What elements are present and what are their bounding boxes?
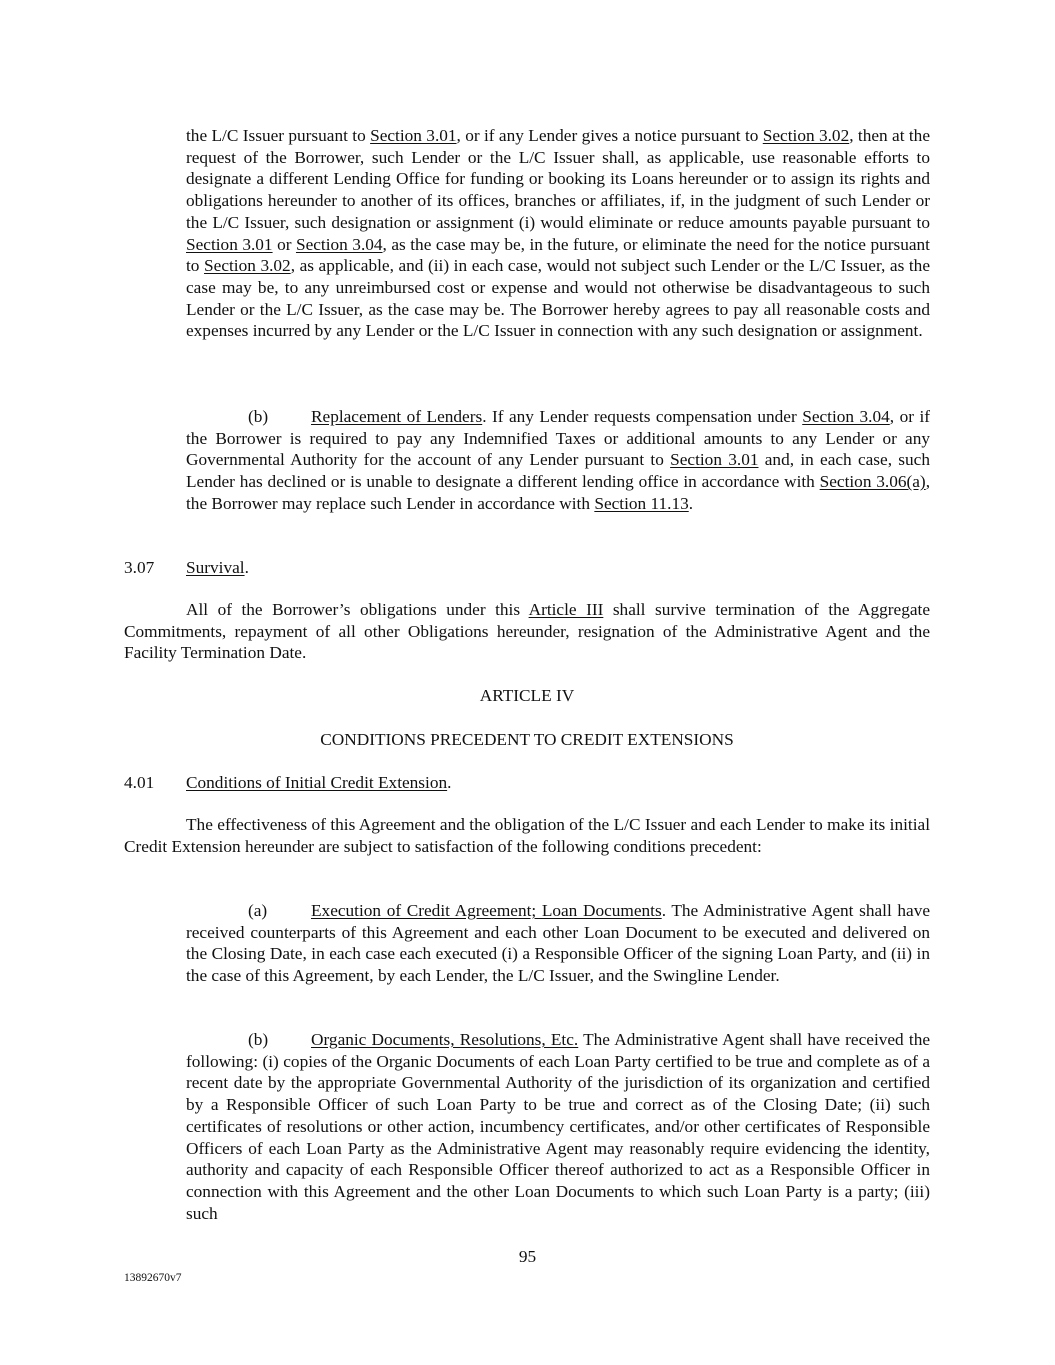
article-title: CONDITIONS PRECEDENT TO CREDIT EXTENSIONS	[320, 730, 734, 749]
document-id: 13892670v7	[124, 1272, 182, 1284]
section-ref-11-13: Section 11.13	[594, 493, 689, 513]
section-ref-3-01: Section 3.01	[186, 234, 273, 254]
clause-label: (b)	[248, 1030, 269, 1049]
text-run: .	[244, 558, 249, 577]
text-run: . If any Lender requests compensation under	[482, 407, 803, 426]
section-title: Survival	[186, 558, 245, 577]
text-run: All of the Borrower’s obligations under this	[186, 600, 529, 619]
paragraph-conditions-intro	[124, 814, 930, 857]
paragraph-execution-of-credit-agreement	[186, 900, 930, 987]
section-ref-3-04: Section 3.04	[295, 234, 383, 254]
paragraph-organic-documents	[186, 1029, 930, 1224]
text-run: , as the case may be, in the future, or eliminate the need for the notice pursuant to	[186, 234, 930, 276]
text-run: the L/C Issuer pursuant to	[186, 126, 371, 145]
section-ref-3-06a: Section 3.06(a)	[819, 472, 926, 492]
text-run: . The Administrative Agent shall have received counterparts of this Agreement and each other Loan Document to be executed and delivered on the Closing Date, in each case each executed (i) a Responsible Officer of the signing Loan Party, and (ii) in the case of this Agreement, by each Lender, the L/C Issuer, and the Swingline Lender.	[186, 901, 931, 986]
paragraph-lending-office	[186, 125, 930, 342]
section-ref-3-01: Section 3.01	[670, 450, 759, 470]
section-ref-3-02: Section 3.02	[204, 256, 291, 276]
section-ref-3-01: Section 3.01	[370, 126, 457, 145]
text-run: , as applicable, and (ii) in each case, would not subject such Lender or the L/C Issuer, as the case may be, to any unreimbursed cost or expense and would not otherwise be disadvantageous to such Lender or the L/C Issuer, as the case may be. The Borrower hereby agrees to pay all reasonable costs and expenses incurred by any Lender or the L/C Issuer in connection with any such designation or assignment.	[186, 256, 930, 341]
text-run: and, in each case, such Lender has declined or is unable to designate a different lending office in accordance with	[186, 450, 930, 492]
article-heading: ARTICLE IV	[479, 686, 575, 705]
section-number: 4.01	[124, 773, 155, 792]
clause-title: Execution of Credit Agreement; Loan Documents	[311, 901, 662, 920]
text-run: The effectiveness of this Agreement and the obligation of the L/C Issuer and each Lender to make its initial Credit Extension hereunder are subject to satisfaction of the following conditions precedent:	[124, 815, 930, 856]
paragraph-replacement-of-lenders	[186, 406, 930, 515]
text-run: .	[447, 773, 452, 792]
paragraph-survival	[124, 599, 930, 664]
text-run: , the Borrower may replace such Lender in accordance with	[186, 472, 931, 513]
text-run: The Administrative Agent shall have received the following: (i) copies of the Organic Documents of each Loan Party certified to be true and complete as of a recent date by the appropriate Governmental Authority of the jurisdiction of its organization and certified by a Responsible Officer of such Loan Party to be true and correct as of the Closing Date; (ii) such certificates of resolutions or other action, incumbency certificates, and/or other certificates of Responsible Officers of each Loan Party as the Administrative Agent may reasonably require evidencing the identity, authority and capacity of each Responsible Officer thereof authorized to act as a Responsible Officer in connection with this Agreement and the other Loan Documents to which such Loan Party is a party; (iii) such	[186, 1030, 930, 1223]
page-number: 95	[518, 1247, 537, 1266]
article-ref-iii: Article III	[528, 600, 604, 619]
text-run: , or if the Borrower is required to pay any Indemnified Taxes or additional amounts to any Lender or any Governmental Authority for the account of any Lender pursuant to	[186, 407, 931, 470]
clause-label: (a)	[248, 901, 268, 920]
text-run: , then at the request of the Borrower, such Lender or the L/C Issuer shall, as applicable, use reasonable efforts to designate a different Lending Office for funding or booking its Loans hereunder or to assign its rights and obligations hereunder to another of its offices, branches or affiliates, if, in the judgment of such Lender or the L/C Issuer, such designation or assignment (i) would eliminate or reduce amounts payable pursuant to	[186, 126, 930, 232]
section-ref-3-02: Section 3.02	[762, 126, 850, 145]
text-run: or	[272, 234, 296, 254]
clause-label: (b)	[248, 407, 269, 426]
section-number: 3.07	[124, 558, 155, 577]
clause-title: Replacement of Lenders	[311, 407, 483, 426]
text-run: shall survive termination of the Aggregate Commitments, repayment of all other Obligations hereunder, resignation of the Administrative Agent and the Facility Termination Date.	[124, 600, 930, 663]
section-ref-3-04: Section 3.04	[802, 407, 890, 426]
text-run: , or if any Lender gives a notice pursuant to	[456, 126, 763, 145]
text-run: .	[688, 493, 694, 513]
section-title: Conditions of Initial Credit Extension	[186, 773, 448, 792]
clause-title: Organic Documents, Resolutions, Etc.	[311, 1030, 579, 1049]
